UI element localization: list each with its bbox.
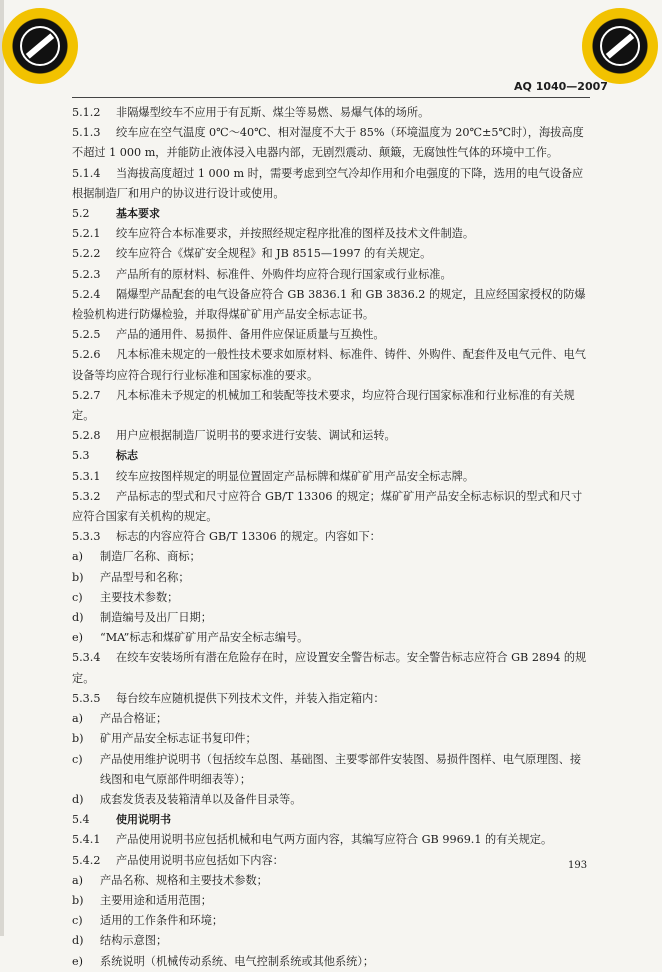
list-marker: e) (72, 954, 83, 968)
list-item-text: 主要用途和适用范围； (100, 893, 212, 907)
clause-number: 5.3.5 (72, 691, 101, 705)
list-item-text: 成套发货表及装箱清单以及备件目录等。 (100, 792, 302, 806)
scan-edge (0, 0, 4, 936)
clause-paragraph (72, 265, 592, 285)
clause-number: 5.2.6 (72, 348, 101, 362)
list-item (72, 911, 592, 931)
clause-text: 产品所有的原材料、标准件、外购件均应符合现行国家或行业标准。 (116, 267, 452, 281)
clause-paragraph (72, 689, 592, 709)
list-5-3-5 (72, 709, 592, 810)
section-5-2-clauses (72, 224, 592, 446)
clause-text: 产品标志的型式和尺寸应符合 GB/T 13306 的规定；煤矿矿用产品安全标志标识的型式和尺寸应符合国家有关机构的规定。 (72, 489, 583, 524)
standard-code-header: AQ 1040—2007 (514, 80, 608, 93)
clause-paragraph (72, 487, 592, 527)
clause-paragraph (72, 325, 592, 345)
section-heading-5-2: 5.2 基本要求 (72, 207, 160, 221)
list-item-text: 矿用产品安全标志证书复印件； (100, 732, 257, 746)
clause-text: 凡本标准未予规定的机械加工和装配等技术要求，均应符合现行国家标准和行业标准的有关规定。 (72, 388, 575, 423)
clause-paragraph (72, 285, 592, 325)
clause-number: 5.4.2 (72, 853, 101, 867)
clause-number: 5.3.3 (72, 530, 101, 544)
watermark-badge-right[interactable] (582, 8, 658, 84)
clause-number: 5.1.4 (72, 166, 101, 180)
list-item (72, 588, 592, 608)
list-5-3-3 (72, 547, 592, 648)
clause-text: 产品使用说明书应包括机械和电气两方面内容，其编写应符合 GB 9969.1 的有关规定。 (116, 833, 553, 847)
section-5-1-clauses (72, 103, 592, 204)
list-item (72, 729, 592, 749)
clause-text: 每台绞车应随机提供下列技术文件，并装入指定箱内： (116, 691, 385, 705)
list-marker: c) (72, 590, 83, 604)
clause-number: 5.3.4 (72, 651, 101, 665)
clause-paragraph (72, 164, 592, 204)
list-item-text: 结构示意图； (100, 934, 168, 948)
list-item-text: 制造编号及出厂日期； (100, 611, 212, 625)
list-item (72, 952, 592, 972)
clause-paragraph (72, 467, 592, 487)
list-marker: b) (72, 732, 84, 746)
list-item-text: 产品型号和名称； (100, 570, 190, 584)
header-rule (72, 97, 590, 98)
clause-number: 5.2.4 (72, 287, 101, 301)
list-item (72, 790, 592, 810)
clause-number: 5.1.2 (72, 106, 101, 119)
section-5-4-clauses (72, 830, 592, 870)
clause-text: 绞车应符合本标准要求，并按照经规定程序批准的图样及技术文件制造。 (116, 227, 475, 241)
clause-paragraph (72, 851, 592, 871)
list-marker: b) (72, 570, 84, 584)
page-number: 193 (568, 860, 588, 871)
section-5-3-clauses-cont (72, 648, 592, 709)
section-5-3-clauses (72, 467, 592, 548)
clause-paragraph (72, 224, 592, 244)
list-marker: d) (72, 792, 84, 806)
list-item-text: 主要技术参数； (100, 590, 179, 604)
list-item (72, 871, 592, 891)
document-body (72, 103, 592, 972)
list-item (72, 750, 592, 790)
clause-text: 产品的通用件、易损件、备用件应保证质量与互换性。 (116, 328, 385, 342)
list-marker: a) (72, 550, 84, 564)
list-item (72, 931, 592, 951)
list-marker: a) (72, 712, 84, 726)
clause-text: 当海拔高度超过 1 000 m 时，需要考虑到空气冷却作用和介电强度的下降，选用的电气设备应根据制造厂和用户的协议进行设计或使用。 (72, 166, 584, 200)
clause-number: 5.4.1 (72, 833, 101, 847)
clause-paragraph (72, 386, 592, 426)
clause-text: 非隔爆型绞车不应用于有瓦斯、煤尘等易燃、易爆气体的场所。 (116, 106, 430, 119)
list-item (72, 628, 592, 648)
clause-paragraph (72, 103, 592, 123)
clause-text: 绞车应按图样规定的明显位置固定产品标牌和煤矿矿用产品安全标志牌。 (116, 469, 475, 483)
list-item-text: 产品名称、规格和主要技术参数； (100, 873, 268, 887)
list-5-4-2 (72, 871, 592, 972)
section-heading-5-4: 5.4 使用说明书 (72, 813, 171, 827)
list-item (72, 891, 592, 911)
list-marker: d) (72, 934, 84, 948)
clause-paragraph (72, 345, 592, 385)
clause-paragraph (72, 123, 592, 163)
clause-text: 在绞车安装场所有潜在危险存在时，应设置安全警告标志。安全警告标志应符合 GB 2894 的规定。 (72, 651, 587, 685)
clause-paragraph (72, 830, 592, 850)
list-item (72, 568, 592, 588)
list-marker: c) (72, 914, 83, 928)
clause-text: 凡本标准未规定的一般性技术要求如原材料、标准件、铸件、外购件、配套件及电气元件、电气设备等均应符合现行行业标准和国家标准的要求。 (72, 348, 586, 382)
clause-number: 5.3.2 (72, 489, 101, 503)
list-marker: d) (72, 611, 84, 625)
clause-text: 绞车应符合《煤矿安全规程》和 JB 8515—1997 的有关规定。 (116, 247, 432, 261)
list-marker: a) (72, 873, 84, 887)
list-item (72, 547, 592, 567)
clause-number: 5.2.1 (72, 227, 101, 241)
list-marker: c) (72, 752, 83, 766)
clause-paragraph (72, 527, 592, 547)
clause-text: 隔爆型产品配套的电气设备应符合 GB 3836.1 和 GB 3836.2 的规定，且应经国家授权的防爆检验机构进行防爆检验，并取得煤矿矿用产品安全标志证书。 (72, 287, 586, 322)
clause-number: 5.2.2 (72, 247, 101, 261)
clause-text: 产品使用说明书应包括如下内容： (116, 853, 284, 867)
list-marker: b) (72, 893, 84, 907)
clause-number: 5.2.5 (72, 328, 101, 342)
clause-text: 绞车应在空气温度 0℃～40℃、相对湿度不大于 85%（环境温度为 20℃±5℃时），海拔高度不超过 1 000 m，并能防止液体浸入电器内部，无剧烈震动、颠簸，无腐蚀性气体的环境中工作。 (72, 126, 584, 160)
clause-paragraph (72, 648, 592, 688)
clause-text: 用户应根据制造厂说明书的要求进行安装、调试和运转。 (116, 429, 396, 443)
list-item-text: 制造厂名称、商标； (100, 550, 201, 564)
list-item-text: 产品合格证； (100, 712, 168, 726)
list-item (72, 709, 592, 729)
clause-text: 标志的内容应符合 GB/T 13306 的规定。内容如下： (116, 530, 381, 544)
clause-number: 5.3.1 (72, 469, 101, 483)
list-item-text: 适用的工作条件和环境； (100, 914, 224, 928)
list-item (72, 608, 592, 628)
clause-paragraph (72, 426, 592, 446)
clause-number: 5.2.8 (72, 429, 101, 443)
clause-number: 5.2.3 (72, 267, 101, 281)
clause-number: 5.1.3 (72, 126, 101, 140)
clause-number: 5.2.7 (72, 388, 101, 402)
section-heading-5-3: 5.3 标志 (72, 449, 138, 463)
clause-paragraph (72, 244, 592, 264)
list-item-text: “MA”标志和煤矿矿用产品安全标志编号。 (100, 631, 309, 645)
watermark-badge-left[interactable] (2, 8, 78, 84)
list-marker: e) (72, 631, 83, 645)
list-item-text: 系统说明（机械传动系统、电气控制系统或其他系统）； (100, 954, 375, 968)
list-item-text: 产品使用维护说明书（包括绞车总图、基础图、主要零部件安装图、易损件图样、电气原理图、接线图和电气原部件明细表等）； (100, 752, 582, 786)
